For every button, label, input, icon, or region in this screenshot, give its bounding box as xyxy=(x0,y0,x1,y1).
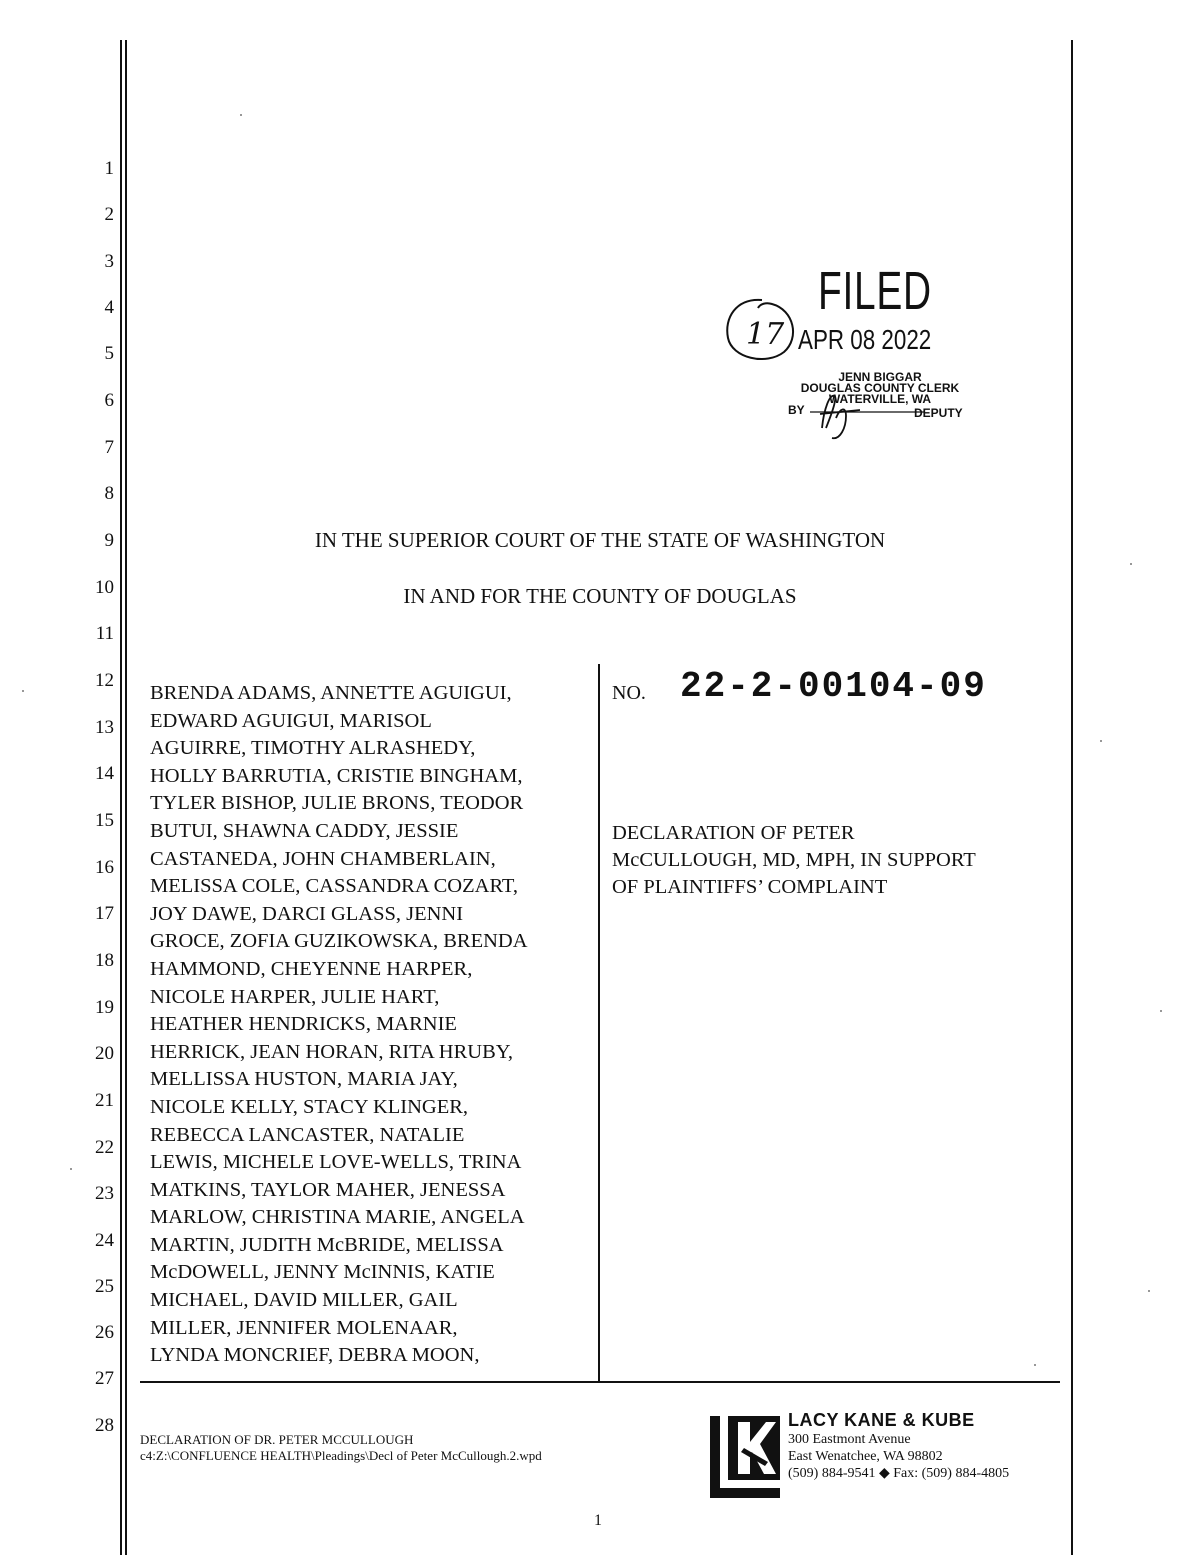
county-line: IN AND FOR THE COUNTY OF DOUGLAS xyxy=(403,584,797,608)
line-number: 18 xyxy=(95,950,114,971)
line-number: 10 xyxy=(95,577,114,598)
party-line: MILLER, JENNIFER MOLENAAR, xyxy=(150,1316,458,1339)
line-number: 17 xyxy=(95,903,114,924)
firm-phone: (509) 884-9541 ◆ Fax: (509) 884-4805 xyxy=(788,1466,1010,1481)
party-line: McDOWELL, JENNY McINNIS, KATIE xyxy=(150,1261,495,1284)
circled-number: 17 xyxy=(746,317,785,352)
law-firm-logo-icon xyxy=(710,1416,780,1498)
party-line: MARTIN, JUDITH McBRIDE, MELISSA xyxy=(150,1233,504,1256)
scan-speck xyxy=(22,690,24,692)
party-line: GROCE, ZOFIA GUZIKOWSKA, BRENDA xyxy=(150,930,528,953)
line-number: 8 xyxy=(104,483,114,504)
party-line: BRENDA ADAMS, ANNETTE AGUIGUI, xyxy=(150,682,512,704)
party-line: EDWARD AGUIGUI, MARISOL xyxy=(150,709,432,732)
line-number: 7 xyxy=(104,437,114,458)
party-line: NICOLE HARPER, JULIE HART, xyxy=(150,985,440,1008)
scan-speck xyxy=(70,1168,72,1170)
scan-speck xyxy=(1100,740,1102,742)
footer-doc-title: DECLARATION OF DR. PETER MCCULLOUGH xyxy=(140,1432,414,1447)
party-line: LEWIS, MICHELE LOVE-WELLS, TRINA xyxy=(150,1151,522,1174)
line-number: 26 xyxy=(95,1322,114,1343)
caption-parties xyxy=(150,680,590,1370)
party-line: MICHAEL, DAVID MILLER, GAIL xyxy=(150,1289,458,1312)
title-line: DECLARATION OF PETER xyxy=(612,822,855,844)
party-line: MARLOW, CHRISTINA MARIE, ANGELA xyxy=(150,1206,525,1229)
title-line: McCULLOUGH, MD, MPH, IN SUPPORT xyxy=(612,849,976,871)
stamp-deputy-label: DEPUTY xyxy=(914,406,963,420)
line-number: 9 xyxy=(104,530,114,551)
firm-name: LACY KANE & KUBE xyxy=(788,1410,975,1430)
party-line: HAMMOND, CHEYENNE HARPER, xyxy=(150,957,473,980)
page-number: 1 xyxy=(594,1512,602,1529)
footer-document-info xyxy=(140,1432,542,1464)
line-number: 25 xyxy=(95,1276,114,1297)
right-margin-line xyxy=(1071,40,1073,1555)
line-number: 5 xyxy=(104,343,114,364)
line-number: 16 xyxy=(95,857,114,878)
scan-speck xyxy=(240,114,242,116)
deputy-signature xyxy=(800,388,940,458)
party-line: AGUIRRE, TIMOTHY ALRASHEDY, xyxy=(150,737,476,760)
scan-speck xyxy=(1148,1290,1150,1292)
clerk-location: WATERVILLE, WA xyxy=(828,392,932,406)
left-margin-line-inner xyxy=(125,40,127,1555)
court-name-line: IN THE SUPERIOR COURT OF THE STATE OF WASHINGTON xyxy=(314,528,886,552)
line-number: 11 xyxy=(95,623,114,644)
party-line: BUTUI, SHAWNA CADDY, JESSIE xyxy=(150,819,459,842)
footer-file-path: c4:Z:\CONFLUENCE HEALTH\Pleadings\Decl of Peter McCullough.2.wpd xyxy=(140,1448,542,1463)
scan-speck xyxy=(1034,1364,1036,1366)
line-number: 3 xyxy=(104,251,114,272)
clerk-name: JENN BIGGAR xyxy=(838,370,922,384)
party-line: NICOLE KELLY, STACY KLINGER, xyxy=(150,1095,469,1118)
line-number: 24 xyxy=(95,1230,114,1251)
party-line: CASTANEDA, JOHN CHAMBERLAIN, xyxy=(150,847,496,870)
line-number: 14 xyxy=(95,763,114,784)
party-line: HERRICK, JEAN HORAN, RITA HRUBY, xyxy=(150,1040,514,1063)
stamp-date: APR 08 2022 xyxy=(798,324,932,355)
line-number: 13 xyxy=(95,717,114,738)
case-number-label: NO. xyxy=(612,682,646,704)
party-line: MATKINS, TAYLOR MAHER, JENESSA xyxy=(150,1178,506,1201)
line-number: 21 xyxy=(95,1090,114,1111)
line-number: 12 xyxy=(95,670,114,691)
declaration-title xyxy=(612,820,1052,901)
title-line: OF PLAINTIFFS’ COMPLAINT xyxy=(612,876,888,898)
party-line: LYNDA MONCRIEF, DEBRA MOON, xyxy=(150,1344,480,1367)
firm-address-2: East Wenatchee, WA 98802 xyxy=(788,1449,943,1464)
stamp-filed-text: FILED xyxy=(818,261,932,321)
line-number: 19 xyxy=(95,997,114,1018)
party-line: JOY DAWE, DARCI GLASS, JENNI xyxy=(150,902,464,925)
line-number: 28 xyxy=(95,1415,114,1436)
filed-stamp xyxy=(720,260,980,460)
line-number: 22 xyxy=(95,1137,114,1158)
party-line: TYLER BISHOP, JULIE BRONS, TEODOR xyxy=(150,792,524,815)
left-margin-line xyxy=(120,40,122,1555)
line-number: 15 xyxy=(95,810,114,831)
caption-divider xyxy=(598,664,600,1382)
clerk-title: DOUGLAS COUNTY CLERK xyxy=(800,381,960,395)
line-number: 6 xyxy=(104,390,114,411)
law-firm-info xyxy=(788,1410,1009,1482)
party-line: REBECCA LANCASTER, NATALIE xyxy=(150,1123,465,1146)
caption-bottom-rule xyxy=(140,1381,1060,1383)
party-line: MELLISSA HUSTON, MARIA JAY, xyxy=(150,1068,458,1091)
party-line: MELISSA COLE, CASSANDRA COZART, xyxy=(150,875,519,898)
line-number: 1 xyxy=(104,158,114,179)
line-number: 20 xyxy=(95,1043,114,1064)
line-number: 4 xyxy=(104,297,114,318)
party-line: HOLLY BARRUTIA, CRISTIE BINGHAM, xyxy=(150,764,523,787)
case-number: 22-2-00104-09 xyxy=(680,666,987,707)
circled-number-mark xyxy=(722,296,798,366)
scan-speck xyxy=(1130,563,1132,565)
scan-speck xyxy=(1160,1010,1162,1012)
party-line: HEATHER HENDRICKS, MARNIE xyxy=(150,1013,457,1036)
line-number: 23 xyxy=(95,1183,114,1204)
firm-address-1: 300 Eastmont Avenue xyxy=(788,1432,911,1447)
line-number: 2 xyxy=(104,204,114,225)
stamp-by-label: BY xyxy=(788,403,805,417)
line-number: 27 xyxy=(95,1368,114,1389)
